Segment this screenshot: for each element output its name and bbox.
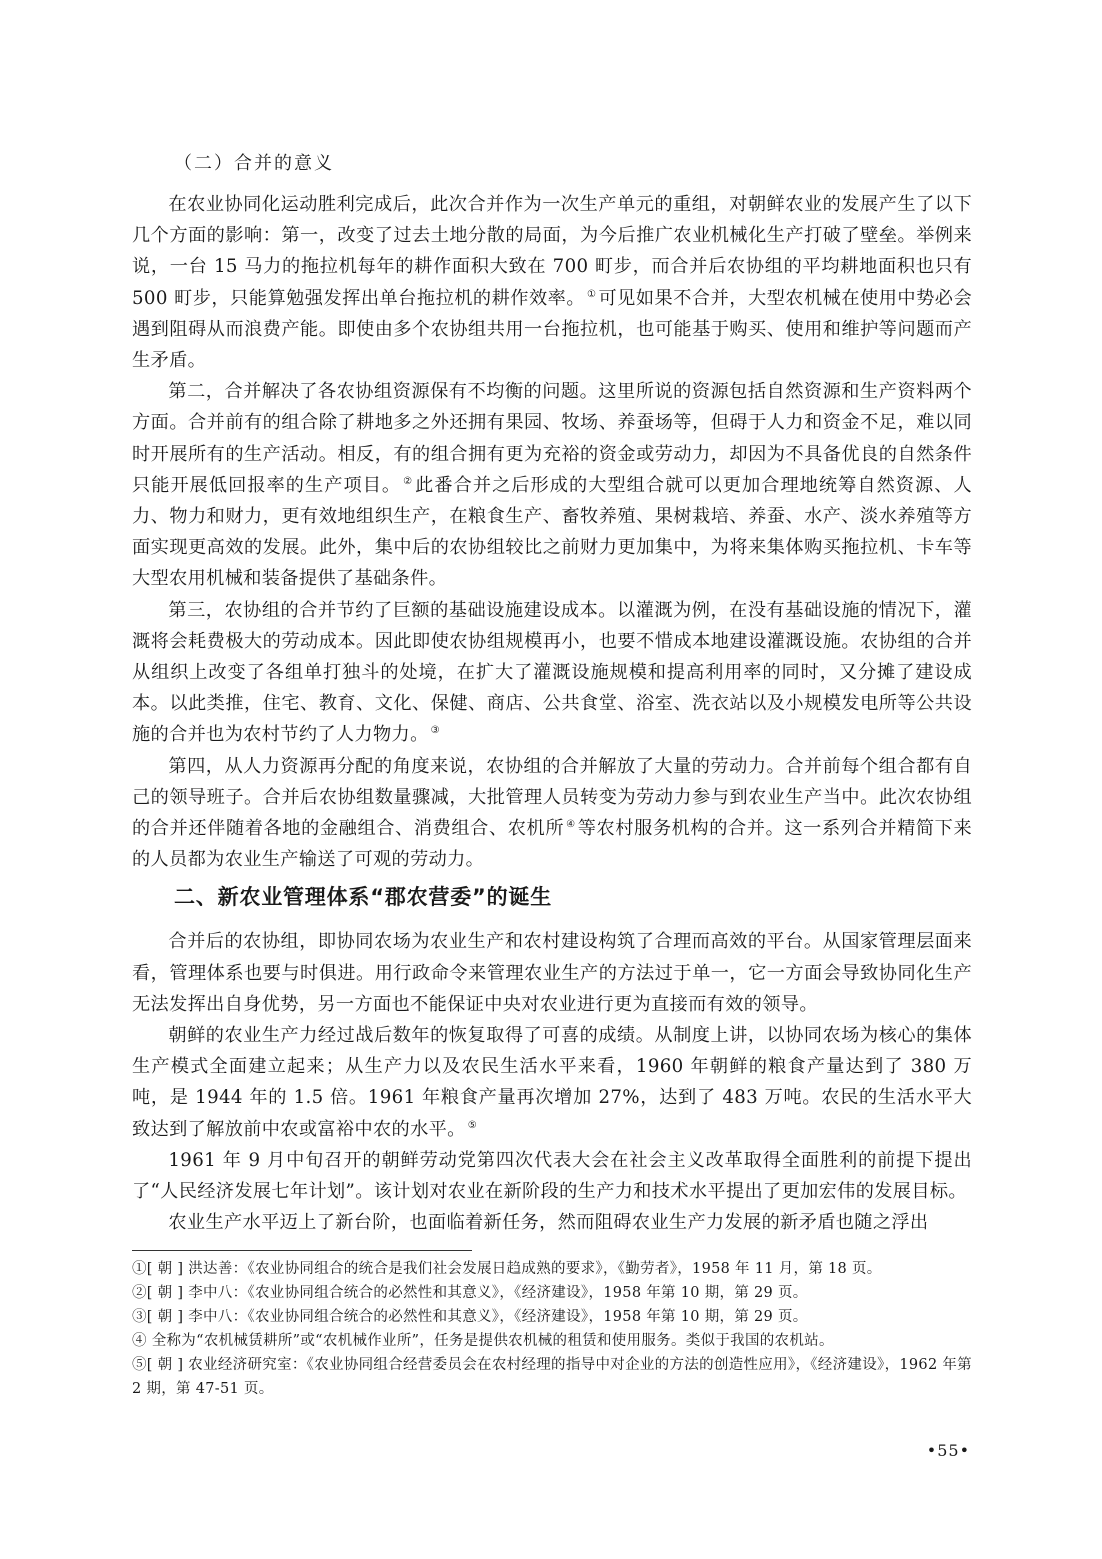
footnote-ref[interactable]: ①	[587, 288, 597, 300]
footnote-2: ②[ 朝 ] 李中八：《农业协同组合统合的必然性和其意义》，《经济建设》，1958 年第 10 期，第 29 页。	[132, 1285, 808, 1301]
footnote-3: ③[ 朝 ] 李中八：《农业协同组合统合的必然性和其意义》，《经济建设》，1958 年第 10 期，第 29 页。	[132, 1309, 808, 1325]
paragraph: 第二，合并解决了各农协组资源保有不均衡的问题。这里所说的资源包括自然资源和生产资料两个方面。合并前有的组合除了耕地多之外还拥有果园、牧场、养蚕场等，但碍于人力和资金不足，难以同时开展所有的生产活动。相反，有的组合拥有更为充裕的资金或劳动力，却因为不具备优良的自然条件只能开展低回报率的生产项目。 ② 此番合并之后形成的大型组合就可以更加合理地统筹自然资源、人力、物力和财力，更有效地组织生产，在粮食生产、畜牧养殖、果树栽培、养蚕、水产、淡水养殖等方面实现更高效的发展。此外，集中后的农协组较比之前财力更加集中，为将来集体购买拖拉机、卡车等大型农用机械和装备提供了基础条件。	[132, 381, 972, 590]
section2-body	[132, 926, 972, 1238]
footnote-1: ①[ 朝 ] 洪达善：《农业协同组合的统合是我们社会发展日趋成熟的要求》，《勤劳者》，1958 年 11 月，第 18 页。	[132, 1261, 882, 1277]
paragraph: 在农业协同化运动胜利完成后，此次合并作为一次生产单元的重组，对朝鲜农业的发展产生了以下几个方面的影响：第一，改变了过去土地分散的局面，为今后推广农业机械化生产打破了壁垒。举例来说，一台 15 马力的拖拉机每年的耕作面积大致在 700 町步，而合并后农协组的平均耕地面积也只有 500 町步，只能算勉强发挥出单台拖拉机的耕作效率。 ① 可见如果不合并，大型农机械在使用中势必会遇到阻碍从而浪费产能。即使由多个农协组共用一台拖拉机，也可能基于购买、使用和维护等问题而产生矛盾。	[132, 194, 972, 372]
paragraph: 朝鲜的农业生产力经过战后数年的恢复取得了可喜的成绩。从制度上讲，以协同农场为核心的集体生产模式全面建立起来；从生产力以及农民生活水平来看，1960 年朝鲜的粮食产量达到了 380 万吨，是 1944 年的 1.5 倍。1961 年粮食产量再次增加 27%，达到了 483 万吨。农民的生活水平大致达到了解放前中农或富裕中农的水平。 ⑤	[132, 1025, 972, 1140]
paragraph: 第四，从人力资源再分配的角度来说，农协组的合并解放了大量的劳动力。合并前每个组合都有自己的领导班子。合并后农协组数量骤减，大批管理人员转变为劳动力参与到农业生产当中。此次农协组的合并还伴随着各地的金融组合、消费组合、农机所 ④ 等农村服务机构的合并。这一系列合并精简下来的人员都为农业生产输送了可观的劳动力。	[132, 755, 972, 871]
paragraph: 第三，农协组的合并节约了巨额的基础设施建设成本。以灌溉为例，在没有基础设施的情况下，灌溉将会耗费极大的劳动成本。因此即使农协组规模再小，也要不惜成本地建设灌溉设施。农协组的合并从组织上改变了各组单打独斗的处境，在扩大了灌溉设施规模和提高利用率的同时，又分摊了建设成本。以此类推，住宅、教育、文化、保健、商店、公共食堂、浴室、洗衣站以及小规模发电所等公共设施的合并也为农村节约了人力物力。 ③	[132, 599, 972, 746]
footnote-ref[interactable]: ④	[566, 819, 576, 830]
footnote-ref[interactable]: ⑤	[467, 1119, 478, 1131]
footnote-4: ④ 全称为“农机械赁耕所”或“农机械作业所”，任务是提供农机械的租赁和使用服务。类似于我国的农机站。	[132, 1333, 834, 1349]
footnote-divider	[132, 1250, 472, 1251]
section1-body	[132, 189, 972, 875]
footnote-5: ⑤[ 朝 ] 农业经济研究室：《农业协同组合经营委员会在农村经理的指导中对企业的方法的创造性应用》，《经济建设》，1962 年第 2 期，第 47-51 页。	[132, 1357, 972, 1397]
footnote-ref[interactable]: ②	[403, 475, 414, 487]
footnote-ref[interactable]: ③	[430, 725, 440, 737]
section-heading: 二、新农业管理体系“郡农营委”的诞生	[174, 885, 553, 910]
section-subheading: （二）合并的意义	[174, 153, 334, 174]
main-text	[132, 150, 972, 1239]
paragraph: 农业生产水平迈上了新台阶，也面临着新任务，然而阻碍农业生产力发展的新矛盾也随之浮出	[168, 1212, 929, 1234]
page-number: •55•	[926, 1441, 970, 1460]
paragraph: 1961 年 9 月中旬召开的朝鲜劳动党第四次代表大会在社会主义改革取得全面胜利的前提下提出了“人民经济发展七年计划”。该计划对农业在新阶段的生产力和技术水平提出了更加宏伟的发展目标。	[132, 1149, 972, 1203]
paragraph: 合并后的农协组，即协同农场为农业生产和农村建设构筑了合理而高效的平台。从国家管理层面来看，管理体系也要与时俱进。用行政命令来管理农业生产的方法过于单一，它一方面会导致协同化生产无法发挥出自身优势，另一方面也不能保证中央对农业进行更为直接而有效的领导。	[132, 931, 972, 1015]
footnotes	[132, 1257, 972, 1401]
